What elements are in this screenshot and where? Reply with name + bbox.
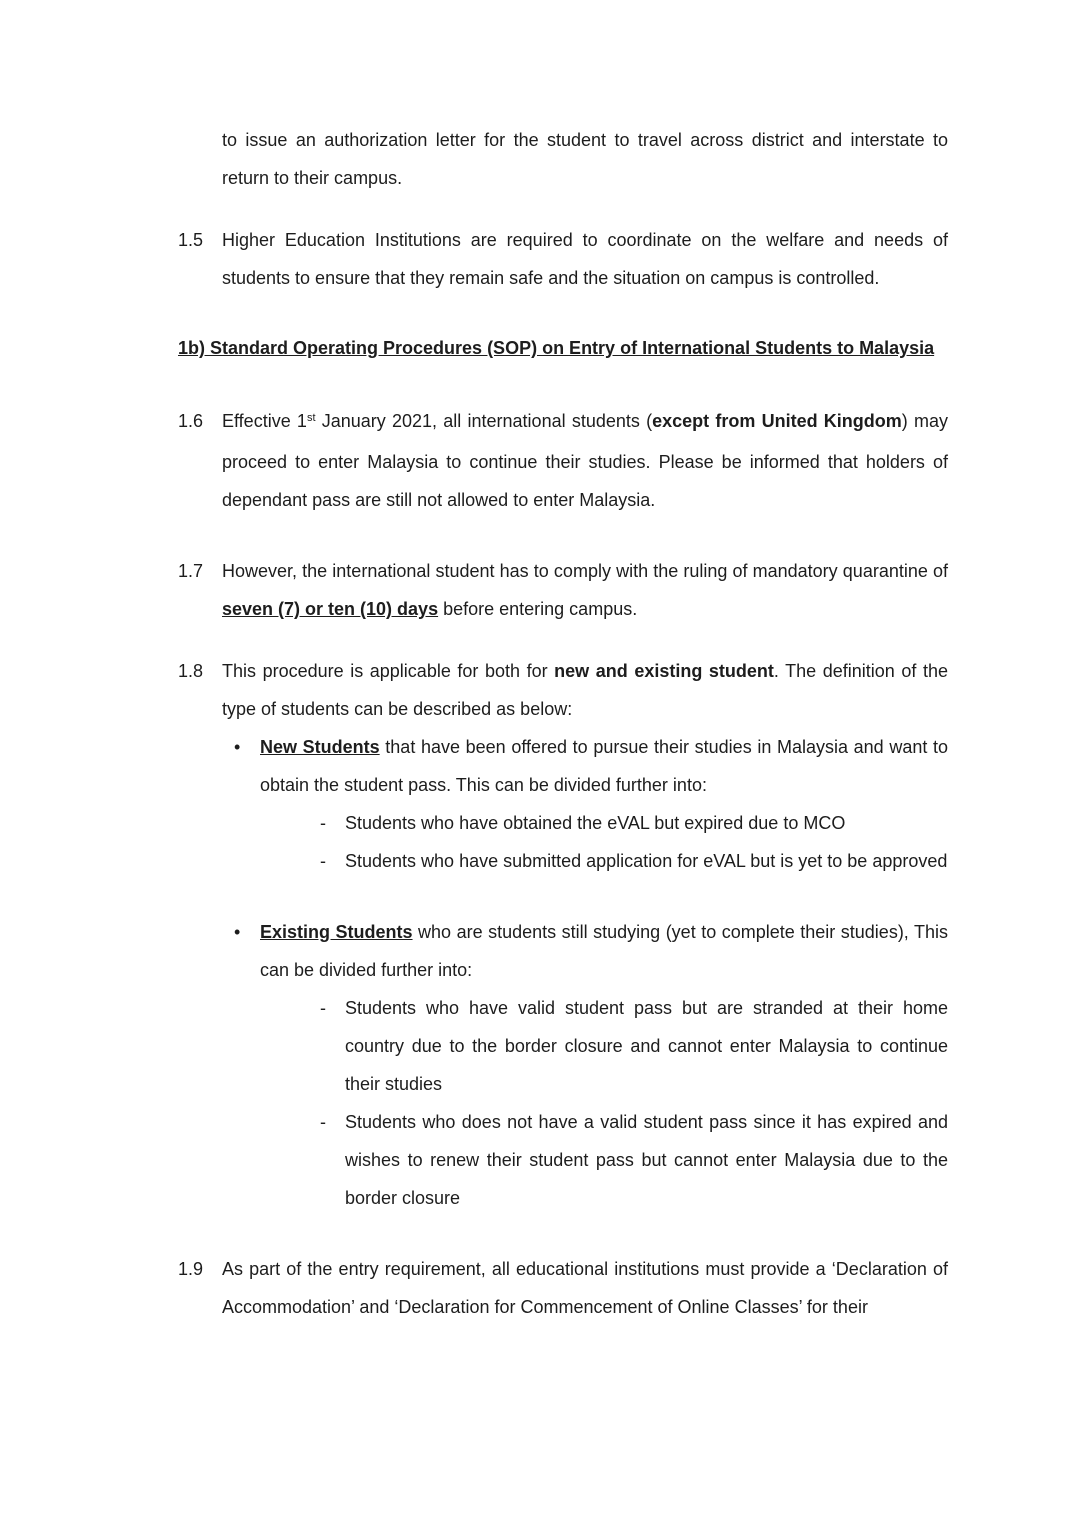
item-1-7-text (222, 561, 948, 619)
paragraph-continuation (222, 121, 948, 197)
sub-item-stranded-students (320, 989, 948, 1103)
list-item-1-7 (178, 552, 948, 628)
sub-item-expired-pass-students-text: Students who does not have a valid student pass since it has expired and wishes to renew their student pass but cannot enter Malaysia due to the border closure (345, 1112, 948, 1208)
item-1-7-seg-2: before entering campus. (438, 599, 638, 619)
sub-item-eval-pending-text: Students who have submitted application for eVAL but is yet to be approved (345, 851, 948, 871)
bullet-item-new-students (234, 728, 948, 804)
existing-students-rest: who are students still studying (yet to complete their studies), This can be divided further into: (260, 922, 948, 980)
sub-item-eval-pending (320, 842, 948, 880)
item-1-5-number: 1.5 (178, 230, 204, 250)
bullet-existing-students-text (260, 913, 948, 989)
sub-item-stranded-students-text: Students who have valid student pass but are stranded at their home country due to the border closure and cannot enter Malaysia to continue their studies (345, 998, 948, 1094)
item-1-6-bold-segment: except from United Kingdom (652, 411, 902, 431)
item-1-8-bold-segment: new and existing student (554, 661, 774, 681)
dash-marker: - (320, 1112, 326, 1132)
item-1-8-text (222, 661, 948, 719)
item-1-6-seg-1: Effective 1 (222, 411, 307, 431)
sub-item-expired-pass-students (320, 1103, 948, 1217)
item-1-8-seg-2: . The definition of the type of students can be described as below: (222, 661, 948, 719)
item-1-6-number: 1.6 (178, 411, 204, 431)
dash-marker: - (320, 998, 326, 1018)
item-1-8-number: 1.8 (178, 661, 204, 681)
item-1-7-bold-underline-segment: seven (7) or ten (10) days (222, 599, 439, 619)
list-item-1-9 (178, 1250, 948, 1326)
dash-marker: - (320, 813, 326, 833)
section-heading-1b: 1b) Standard Operating Procedures (SOP) on Entry of International Students to Malaysia (178, 338, 935, 358)
paragraph-continuation-text: to issue an authorization letter for the student to travel across district and interstate to return to their campus. (222, 130, 948, 188)
bullet-marker: • (234, 922, 241, 942)
bullet-marker: • (234, 737, 241, 757)
bullet-new-students-text (260, 728, 948, 804)
item-1-6-seg-2: January 2021, all international students ( (315, 411, 653, 431)
item-1-6-text (222, 411, 948, 510)
sub-item-eval-expired (320, 804, 948, 842)
item-1-5-text: Higher Education Institutions are required to coordinate on the welfare and needs of students to ensure that they remain safe and the situation on campus is controlled. (222, 230, 948, 288)
sub-item-eval-expired-text: Students who have obtained the eVAL but expired due to MCO (345, 813, 846, 833)
item-1-9-number: 1.9 (178, 1259, 204, 1279)
item-1-8-seg-1: This procedure is applicable for both for (222, 661, 555, 681)
item-1-9-text: As part of the entry requirement, all educational institutions must provide a ‘Declaration of Accommodation’ and ‘Declaration for Commencement of Online Classes’ for their (222, 1259, 948, 1317)
ordinal-superscript: st (306, 412, 316, 424)
new-students-rest: that have been offered to pursue their studies in Malaysia and want to obtain the student pass. This can be divided further into: (260, 737, 948, 795)
list-item-1-6 (178, 402, 949, 519)
dash-marker: - (320, 851, 326, 871)
existing-students-label: Existing Students (260, 922, 413, 942)
list-item-1-5 (178, 221, 948, 297)
bullet-item-existing-students (234, 913, 948, 989)
new-students-label: New Students (260, 737, 380, 757)
item-1-7-number: 1.7 (178, 561, 204, 581)
list-item-1-8 (178, 652, 948, 728)
item-1-7-seg-1: However, the international student has to comply with the ruling of mandatory quarantine of (222, 561, 948, 581)
item-1-6-seg-3: ) may proceed to enter Malaysia to continue their studies. Please be informed that holders of dependant pass are still not allowed to enter Malaysia. (222, 411, 949, 510)
